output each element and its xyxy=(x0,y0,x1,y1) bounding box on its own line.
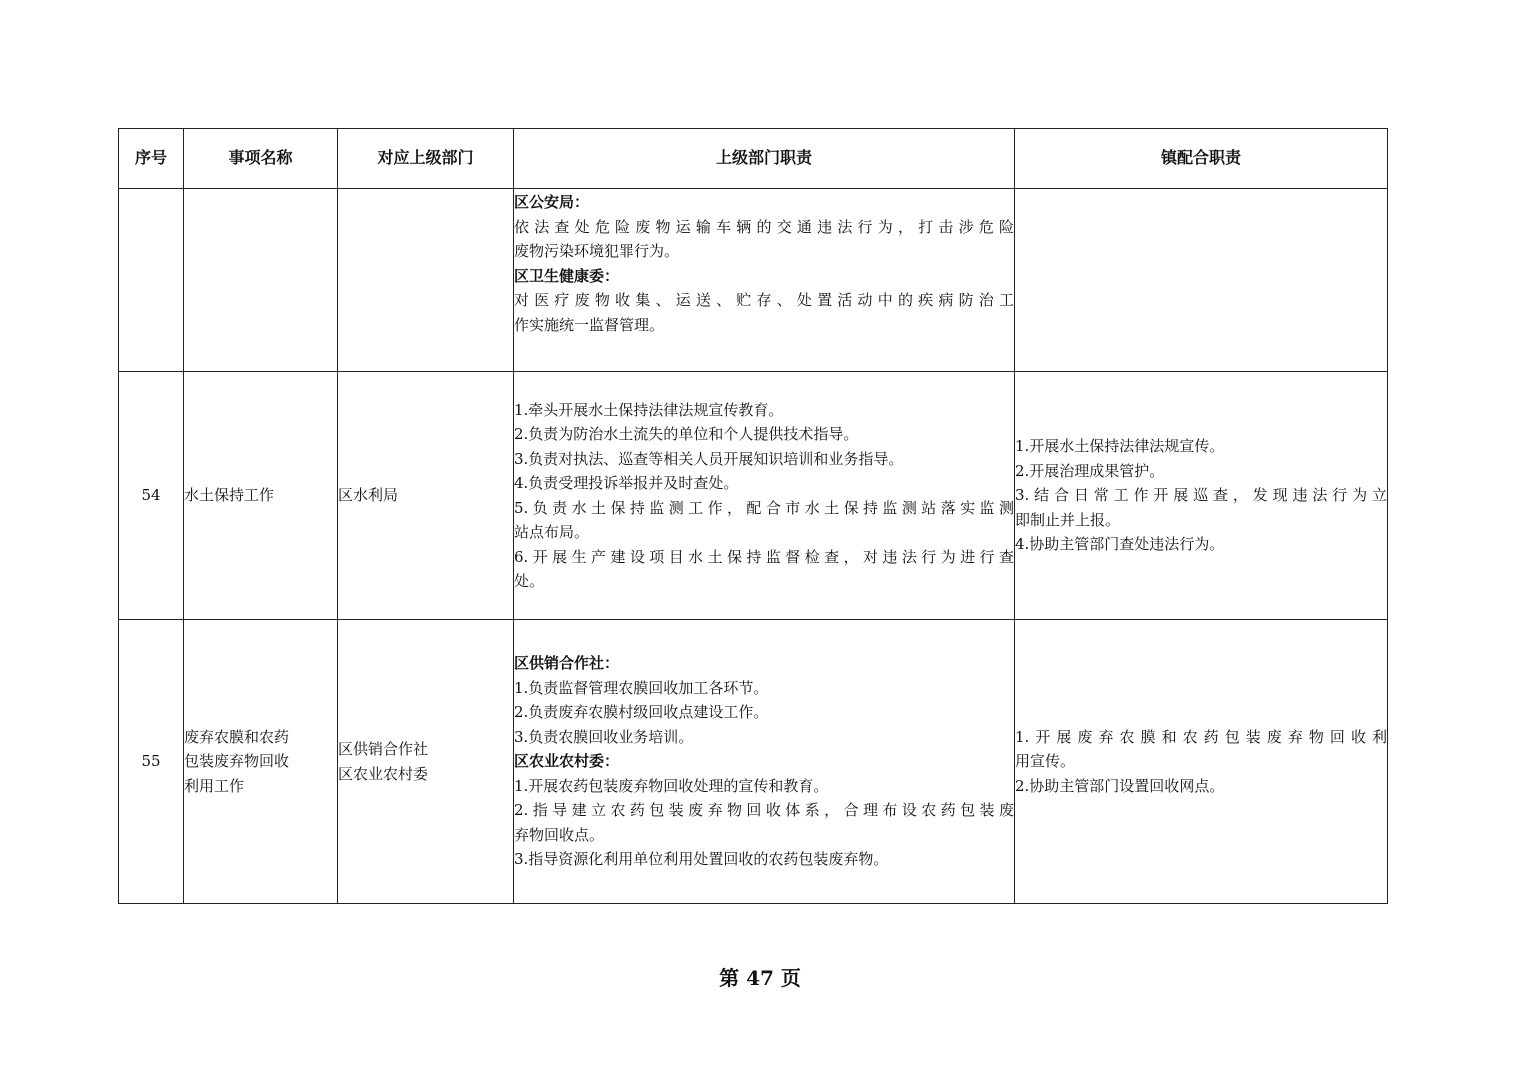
cell-town-duties xyxy=(1015,620,1388,904)
text-line: 利用工作 xyxy=(184,776,245,795)
cell-superior-duties xyxy=(514,189,1015,372)
cell-superior-department xyxy=(338,372,514,620)
text-line: 6.开展生产建设项目水土保持监督检查，对违法行为进行查 xyxy=(514,547,1014,566)
cell-serial-number: 55 xyxy=(119,620,184,904)
text-line: 1.开展水土保持法律法规宣传。 xyxy=(1015,437,1225,456)
department-heading: 区公安局： xyxy=(514,193,590,211)
duty-table xyxy=(118,128,1388,904)
text-line: 1.牵头开展水土保持法律法规宣传教育。 xyxy=(514,400,784,419)
header-superior-duties: 上级部门职责 xyxy=(514,129,1015,189)
cell-superior-department xyxy=(338,189,514,372)
department-heading: 区农业农村委： xyxy=(514,752,620,771)
cell-item-name xyxy=(184,620,338,904)
cell-superior-department xyxy=(338,620,514,904)
cell-superior-duties xyxy=(514,620,1015,904)
cell-item-name xyxy=(184,189,338,372)
header-item-name: 事项名称 xyxy=(184,129,338,189)
text-line: 区供销合作社 xyxy=(338,740,429,758)
cell-town-duties xyxy=(1015,372,1388,620)
cell-item-name xyxy=(184,372,338,620)
department-heading: 区卫生健康委： xyxy=(514,266,620,285)
text-line: 水土保持工作 xyxy=(184,486,275,505)
text-line: 区农业农村委 xyxy=(338,764,429,783)
text-line: 废弃农膜和农药 xyxy=(184,727,290,746)
text-line: 2.开展治理成果管护。 xyxy=(1015,461,1165,480)
text-line: 2.协助主管部门设置回收网点。 xyxy=(1015,776,1225,795)
table-row xyxy=(119,620,1388,904)
text-line: 2.负责废弃农膜村级回收点建设工作。 xyxy=(514,703,769,722)
text-line: 1.开展废弃农膜和农药包装废弃物回收利 xyxy=(1015,727,1387,746)
text-line: 即制止并上报。 xyxy=(1015,510,1121,529)
text-line: 1.负责监督管理农膜回收加工各环节。 xyxy=(514,678,769,697)
text-line: 依法查处危险废物运输车辆的交通违法行为，打击涉危险 xyxy=(514,217,1014,236)
text-line: 3.指导资源化利用单位利用处置回收的农药包装废弃物。 xyxy=(514,850,889,869)
header-town-duties: 镇配合职责 xyxy=(1015,129,1388,189)
text-line: 作实施统一监督管理。 xyxy=(514,315,665,334)
table-row xyxy=(119,189,1388,372)
table-header-row xyxy=(119,129,1388,189)
text-line: 包装废弃物回收 xyxy=(184,752,290,771)
text-line: 4.协助主管部门查处违法行为。 xyxy=(1015,535,1225,554)
table-row xyxy=(119,372,1388,620)
cell-serial-number xyxy=(119,189,184,372)
text-line: 5.负责水土保持监测工作，配合市水土保持监测站落实监测 xyxy=(514,498,1014,517)
cell-town-duties xyxy=(1015,189,1388,372)
text-line: 用宣传。 xyxy=(1015,752,1076,771)
text-line: 1.开展农药包装废弃物回收处理的宣传和教育。 xyxy=(514,776,829,795)
header-serial-number: 序号 xyxy=(119,129,184,189)
header-superior-department: 对应上级部门 xyxy=(338,129,514,189)
text-line: 3.结合日常工作开展巡查，发现违法行为立 xyxy=(1015,486,1387,505)
text-line: 废物污染环境犯罪行为。 xyxy=(514,242,680,260)
department-heading: 区供销合作社： xyxy=(514,654,620,673)
page-number: 第 47 页 xyxy=(719,966,801,990)
text-line: 区水利局 xyxy=(338,486,399,505)
table-body xyxy=(119,189,1388,904)
cell-superior-duties xyxy=(514,372,1015,620)
text-line: 3.负责对执法、巡查等相关人员开展知识培训和业务指导。 xyxy=(514,449,904,468)
text-line: 弃物回收点。 xyxy=(514,825,605,844)
text-line: 站点布局。 xyxy=(514,523,590,541)
text-line: 4.负责受理投诉举报并及时查处。 xyxy=(514,474,739,492)
cell-serial-number: 54 xyxy=(119,372,184,620)
text-line: 2.负责为防治水土流失的单位和个人提供技术指导。 xyxy=(514,425,859,443)
text-line: 处。 xyxy=(514,572,545,590)
text-line: 2.指导建立农药包装废弃物回收体系，合理布设农药包装废 xyxy=(514,801,1014,820)
text-line: 3.负责农膜回收业务培训。 xyxy=(514,727,694,746)
text-line: 对医疗废物收集、运送、贮存、处置活动中的疾病防治工 xyxy=(514,291,1014,309)
